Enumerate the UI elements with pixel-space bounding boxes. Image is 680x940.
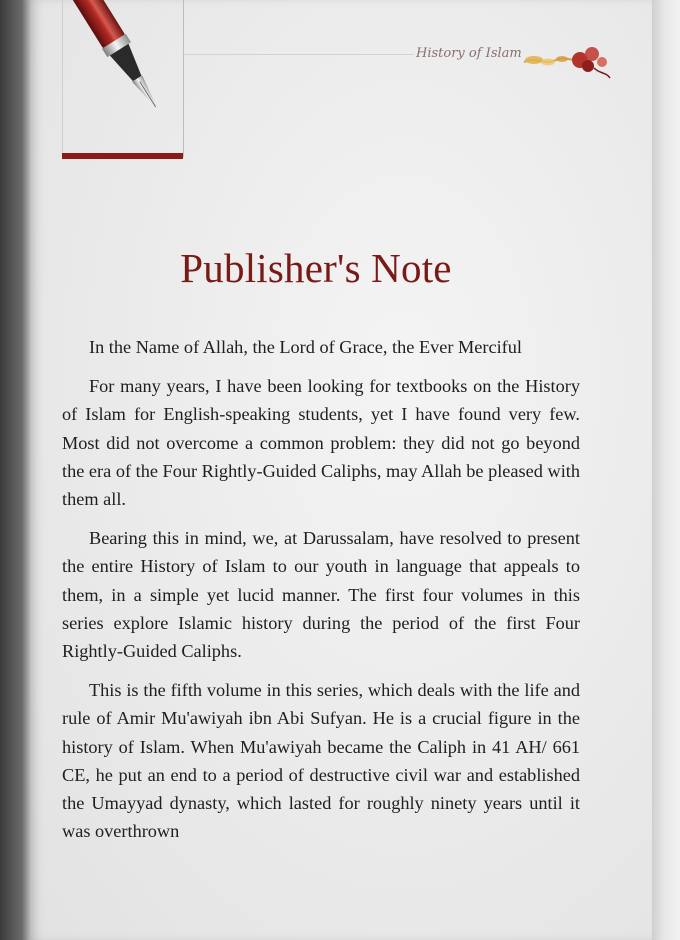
fountain-pen-icon bbox=[60, 0, 200, 140]
paragraph-fifth-volume: This is the fifth volume in this series, which deals with the life and rule of Amir Mu'awiyah ibn Abi Sufyan. He is a crucial figure in the history of Islam. When Mu'awiyah became the Caliph in 41 AH/ 661 CE, he put an end to a period of destructive civil war and established the Umayyad dynasty, which lasted for roughly ninety years until it was overthrown bbox=[62, 680, 580, 842]
page-edge bbox=[652, 0, 680, 940]
paragraph-basmala: In the Name of Allah, the Lord of Grace, the Ever Merciful bbox=[89, 337, 522, 357]
floral-flourish-icon bbox=[522, 38, 614, 82]
paragraph-textbooks: For many years, I have been looking for textbooks on the History of Islam for English-speaking students, yet I have found very few. Most did not overcome a common problem: they did not go beyond the era of the Four Rightly-Guided Caliphs, may Allah be pleased with them all. bbox=[62, 376, 580, 510]
paragraph-darussalam: Bearing this in mind, we, at Darussalam, have resolved to present the entire History of Islam to our youth in language that appeals to them, in a simple yet lucid manner. The first four volumes in this series explore Islamic history during the period of the first Four Rightly-Guided Caliphs. bbox=[62, 528, 580, 662]
header-rule bbox=[182, 54, 414, 55]
body-text bbox=[62, 333, 580, 856]
running-head: History of Islam bbox=[416, 46, 522, 61]
page-title: Publisher's Note bbox=[180, 245, 452, 291]
corner-accent-bar bbox=[62, 153, 183, 159]
